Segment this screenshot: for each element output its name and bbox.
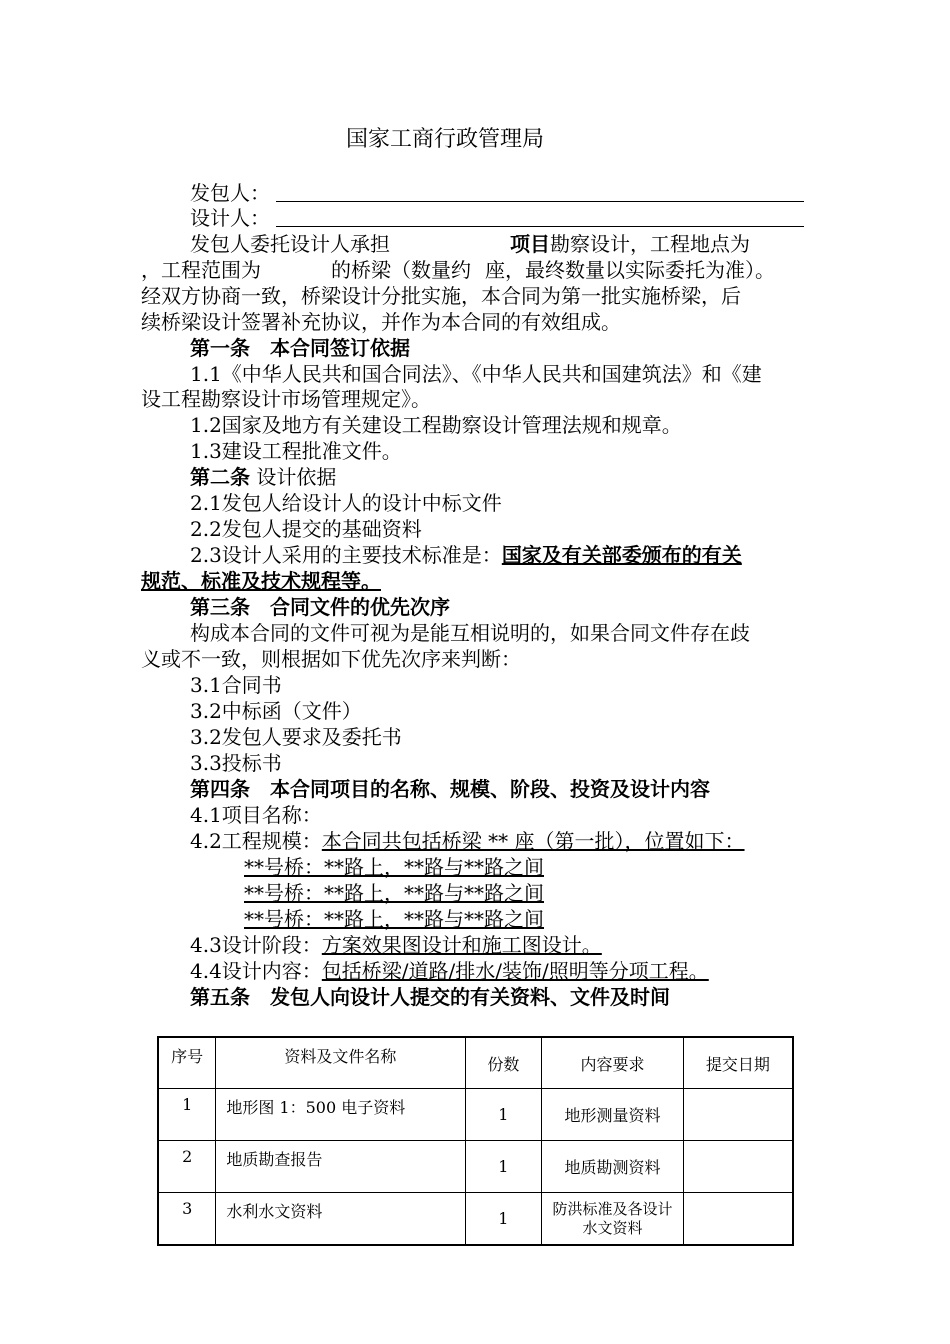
item-label: 4.4设计内容： (190, 959, 322, 983)
article-3-paragraph-2: 义或不一致，则根据如下优先次序来判断： (141, 647, 521, 671)
bridge-line-1: **号桥：**路上，**路与**路之间 (244, 855, 544, 879)
intro-line-3: 经双方协商一致，桥梁设计分批实施，本合同为第一批实施桥梁，后 (141, 284, 741, 308)
intro-project-label: 项目 (510, 232, 550, 256)
cell-name: 水利水文资料 (216, 1193, 465, 1246)
article-5-heading: 第五条 发包人向设计人提交的有关资料、文件及时间 (190, 985, 670, 1009)
cell-requirement: 防洪标准及各设计水文资料 (542, 1193, 684, 1246)
cell-index: 3 (158, 1193, 216, 1246)
cell-copies: 1 (465, 1141, 542, 1193)
table-row (158, 1089, 793, 1141)
design-content-value: 包括桥梁/道路/排水/装饰/照明等分项工程。 (321, 959, 709, 983)
scale-value: 本合同共包括桥梁 ** 座（第一批），位置如下： (321, 829, 745, 853)
article-3-item-2: 3.2中标函（文件） (190, 699, 362, 723)
article-4-item-4 (190, 958, 709, 984)
header-cell-index: 序号 (158, 1037, 216, 1089)
cell-copies: 1 (465, 1193, 542, 1246)
standards-value-cont: 规范、标准及技术规程等。 (141, 569, 381, 593)
cell-date (683, 1141, 793, 1193)
table-row (158, 1193, 793, 1246)
article-2-item-2: 2.2发包人提交的基础资料 (190, 517, 422, 541)
intro-line-1 (190, 231, 750, 257)
cell-index: 2 (158, 1141, 216, 1193)
cell-name: 地形图 1：500 电子资料 (216, 1089, 465, 1141)
header-cell-date: 提交日期 (683, 1037, 793, 1089)
item-text: 2.3设计人采用的主要技术标准是： (190, 543, 502, 567)
article-3-heading: 第三条 合同文件的优先次序 (190, 595, 450, 619)
document-title: 国家工商行政管理局 (346, 127, 545, 152)
article-4-item-2 (190, 828, 745, 854)
header-cell-requirement: 内容要求 (542, 1037, 684, 1089)
cell-date (683, 1089, 793, 1141)
article-4-heading: 第四条 本合同项目的名称、规模、阶段、投资及设计内容 (190, 777, 710, 801)
bridge-line-3: **号桥：**路上，**路与**路之间 (244, 907, 544, 931)
table-row (158, 1141, 793, 1193)
article-3-item-4: 3.3投标书 (190, 751, 282, 775)
intro-line-2 (141, 257, 775, 283)
header-cell-name: 资料及文件名称 (216, 1037, 465, 1089)
article-3-item-3: 3.2发包人要求及委托书 (190, 725, 402, 749)
intro-text: 的桥梁（数量约 (331, 258, 471, 282)
header-cell-copies: 份数 (465, 1037, 542, 1089)
cell-copies: 1 (465, 1089, 542, 1141)
article-2-item-3 (190, 542, 742, 568)
article-2-title: 设计依据 (250, 465, 337, 489)
intro-line-4: 续桥梁设计签署补充协议，并作为本合同的有效组成。 (141, 310, 621, 334)
intro-text: 勘察设计，工程地点为 (550, 232, 750, 256)
article-1-item-1: 1.1《中华人民共和国合同法》、《中华人民共和国建筑法》和《建 (190, 362, 762, 386)
intro-text: 座，最终数量以实际委托为准）。 (485, 258, 775, 282)
design-stage-value: 方案效果图设计和施工图设计。 (321, 933, 602, 957)
employer-blank-line (276, 201, 804, 202)
cell-name: 地质勘查报告 (216, 1141, 465, 1193)
intro-text: 发包人委托设计人承担 (190, 232, 390, 256)
article-3-paragraph-1: 构成本合同的文件可视为是能互相说明的，如果合同文件存在歧 (190, 621, 750, 645)
article-1-item-1-cont: 设工程勘察设计市场管理规定》。 (141, 387, 431, 411)
cell-requirement: 地形测量资料 (542, 1089, 684, 1141)
designer-blank-line (276, 226, 804, 227)
article-1-heading: 第一条 本合同签订依据 (190, 336, 410, 360)
article-2-item-1: 2.1发包人给设计人的设计中标文件 (190, 491, 502, 515)
article-2-heading (190, 464, 336, 490)
article-1-item-3: 1.3建设工程批准文件。 (190, 439, 402, 463)
materials-table (157, 1036, 794, 1246)
article-4-item-1: 4.1项目名称： (190, 803, 322, 827)
designer-label: 设计人： (190, 206, 270, 230)
article-2-number: 第二条 (190, 465, 250, 489)
article-3-item-1: 3.1合同书 (190, 673, 282, 697)
item-label: 4.3设计阶段： (190, 933, 322, 957)
article-4-item-3 (190, 932, 602, 958)
bridge-line-2: **号桥：**路上，**路与**路之间 (244, 881, 544, 905)
table-header-row (158, 1037, 793, 1089)
cell-date (683, 1193, 793, 1246)
standards-value: 国家及有关部委颁布的有关 (501, 543, 742, 567)
employer-label: 发包人： (190, 181, 270, 205)
cell-index: 1 (158, 1089, 216, 1141)
intro-text: ，工程范围为 (141, 258, 261, 282)
article-1-item-2: 1.2国家及地方有关建设工程勘察设计管理法规和规章。 (190, 413, 682, 437)
cell-requirement: 地质勘测资料 (542, 1141, 684, 1193)
item-label: 4.2工程规模： (190, 829, 322, 853)
